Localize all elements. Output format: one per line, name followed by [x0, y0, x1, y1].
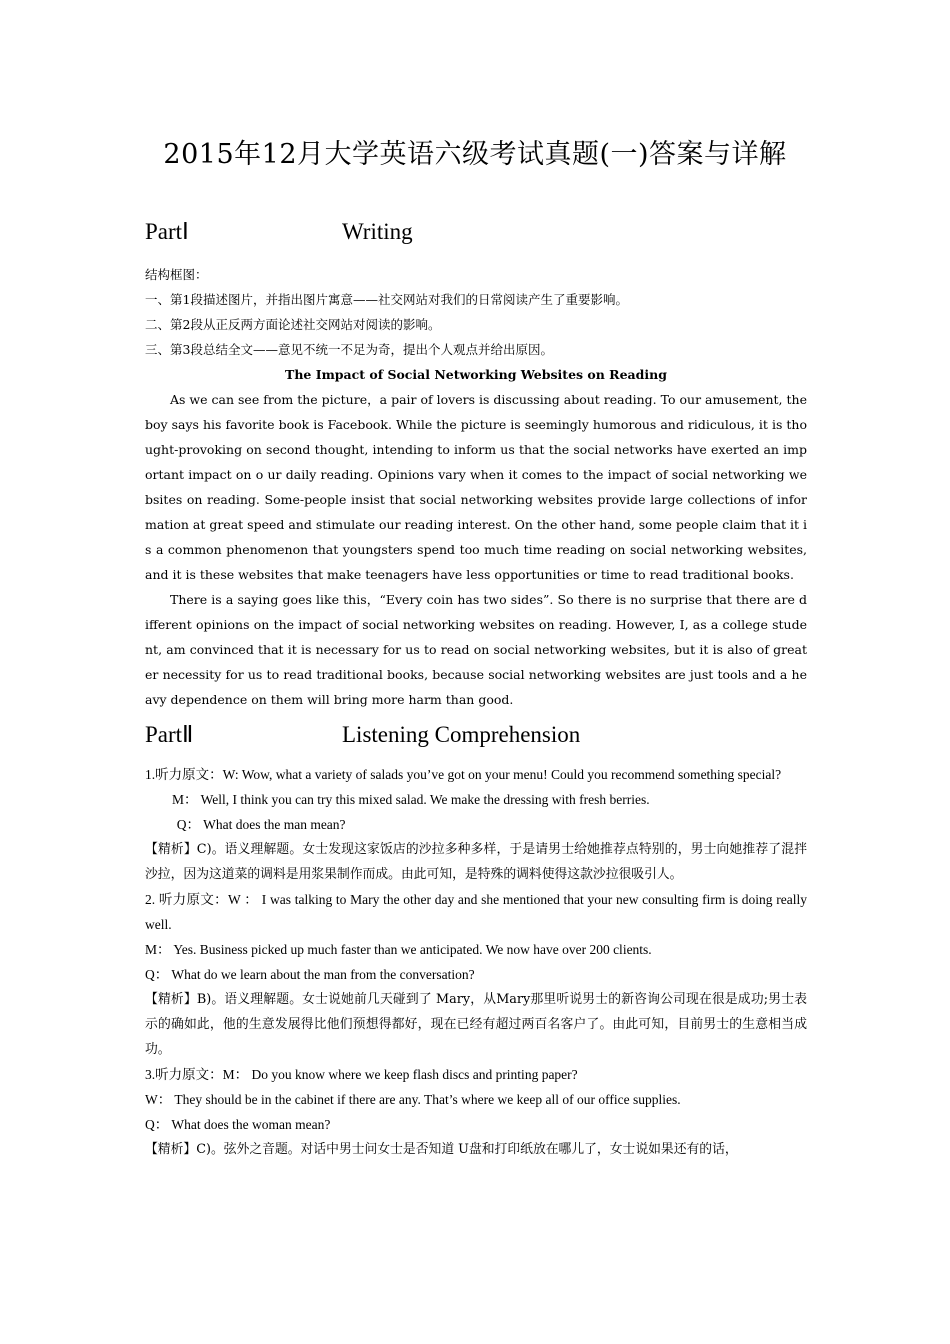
part2-heading — [145, 722, 580, 748]
q3-man-line: 3.听力原文：M： Do you know where we keep flash discs and printing paper? — [145, 1067, 578, 1082]
outline-item-3: 三、第3段总结全文——意见不统一不足为奇，提出个人观点并给出原因。 — [145, 342, 553, 357]
part1-name: Writing — [342, 219, 413, 244]
part2-number: PartⅡ — [145, 722, 194, 747]
essay-paragraph-1: As we can see from the picture，a pair of lovers is discussing about reading. To our amusement, the boy says his favorite book is Facebook. While the picture is seemingly humorous and ridiculous, it is thought-provoking on second thought, intending to inform us that the social networks have exerted an important impact on o ur daily reading. Opinions vary when it comes to the impact of social networking websites on reading. Some-people insist that social networking websites provide large collections of information at great speed and stimulate our reading interest. On the other hand, some people claim that it is a common phenomenon that youngsters spend too much time reading on social networking websites, and it is these websites that make teenagers have less opportunities or time to read traditional books. — [145, 392, 808, 582]
q2-analysis: 【精析】B)。语义理解题。女士说她前几天碰到了 Mary，从Mary那里听说男士的新咨询公司现在很是成功;男士表示的确如此，他的生意发展得比他们预想得都好，现在已经有超过两百名客户了。由此可知，目前男士的生意相当成功。 — [145, 992, 807, 1057]
outline-item-1: 一、第1段描述图片，并指出图片寓意——社交网站对我们的日常阅读产生了重要影响。 — [145, 292, 628, 307]
outline-heading: 结构框图： — [145, 267, 208, 282]
outline-item-2: 二、第2段从正反两方面论述社交网站对阅读的影响。 — [145, 317, 441, 332]
part2-name: Listening Comprehension — [342, 722, 581, 747]
essay-title: The Impact of Social Networking Websites on Reading — [285, 367, 667, 382]
writing-section — [145, 262, 807, 712]
q3-analysis: 【精析】C)。弦外之音题。对话中男士问女士是否知道 U盘和打印纸放在哪儿了，女士说如果还有的话， — [145, 1142, 738, 1157]
q1-question-line: Q： What does the man mean? — [176, 817, 346, 832]
part1-number: PartⅠ — [145, 219, 189, 244]
q1-woman-line: 1.听力原文：W: Wow, what a variety of salads you’ve got on your menu! Could you recommend something special? — [145, 767, 782, 782]
q3-question-line: Q： What does the woman mean? — [145, 1117, 331, 1132]
q2-question-line: Q： What do we learn about the man from the conversation? — [145, 967, 475, 982]
essay-paragraph-2: There is a saying goes like this，“Every coin has two sides”. So there is no surprise that there are different opinions on the impact of social networking websites on reading. However, I, as a college student, am convinced that it is necessary for us to read on social networking websites, but it is also of greater necessity for us to read traditional books, because social networking websites are just tools and a heavy dependence on them will bring more harm than good. — [145, 592, 807, 707]
part1-heading — [145, 219, 413, 245]
q2-man-line: M： Yes. Business picked up much faster than we anticipated. We now have over 200 clients. — [145, 942, 652, 957]
q2-woman-line: 2. 听力原文：W ： I was talking to Mary the other day and she mentioned that your new consulting firm is doing really well. — [145, 892, 807, 932]
listening-section — [145, 762, 807, 1162]
q1-man-line: M： Well, I think you can try this mixed salad. We make the dressing with fresh berries. — [172, 792, 650, 807]
document-title: 2015年12月大学英语六级考试真题(一)答案与详解 — [163, 139, 787, 170]
q1-analysis: 【精析】C)。语义理解题。女士发现这家饭店的沙拉多种多样，于是请男士给她推荐点特别的，男士向她推荐了混拌沙拉，因为这道菜的调料是用浆果制作而成。由此可知，是特殊的调料使得这款沙拉很吸引人。 — [145, 842, 807, 882]
q3-woman-line: W： They should be in the cabinet if there are any. That’s where we keep all of our office supplies. — [145, 1092, 681, 1107]
